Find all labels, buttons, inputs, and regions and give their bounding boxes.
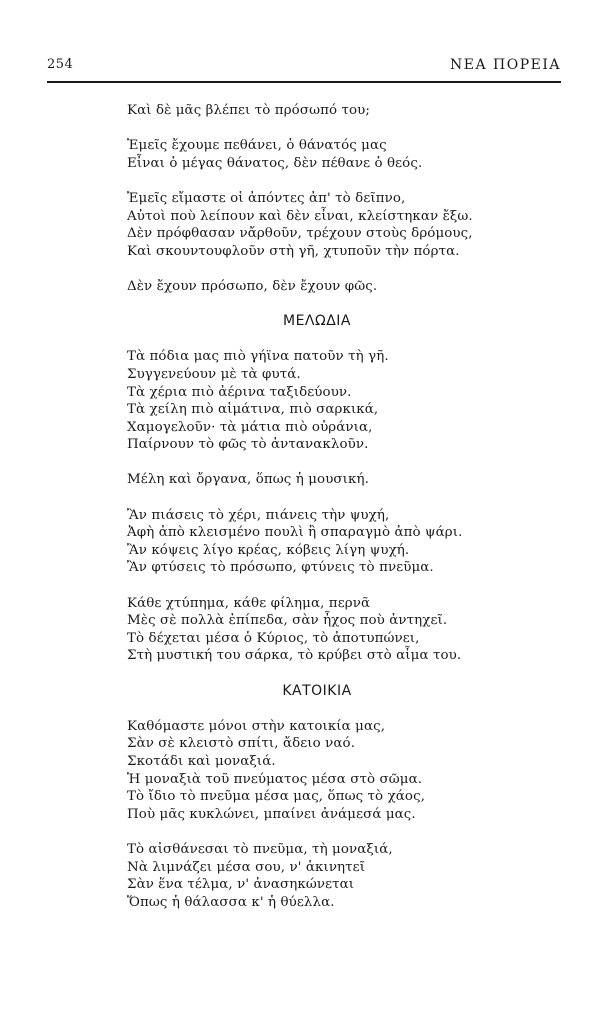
- verse-line: Ἀφὴ ἀπὸ κλεισμένο πουλὶ ἢ σπαραγμὸ ἀπὸ ψάρι.: [127, 525, 463, 541]
- verse-line: Ποὺ μᾶς κυκλώνει, μπαίνει ἀνάμεσά μας.: [127, 806, 416, 822]
- verse-line: Δὲν πρόφθασαν νἄρθοῦν, τρέχουν στοὺς δρόμους,: [127, 226, 473, 242]
- stanza: [127, 137, 527, 172]
- verse-line: Ἂν φτύσεις τὸ πρόσωπο, φτύνεις τὸ πνεῦμα.: [127, 560, 434, 576]
- stanza-gap: [127, 331, 527, 349]
- verse-line: Καὶ δὲ μᾶς βλέπει τὸ πρόσωπό του;: [127, 103, 371, 118]
- stanza: [127, 595, 527, 665]
- verse-line: Μέλη καὶ ὄργανα, ὅπως ἡ μουσική.: [127, 472, 369, 488]
- verse-line: Ἐμεῖς εἴμαστε οἱ ἀπόντες ἀπ' τὸ δεῖπνο,: [127, 190, 406, 206]
- poem-title: ΜΕΛΩΔΙΑ: [283, 313, 351, 330]
- verse-line: Καὶ σκουντουφλοῦν στὴ γῆ, χτυποῦν τὴν πόρτα.: [127, 243, 460, 259]
- stanza-gap: [127, 260, 527, 278]
- stanza: [127, 190, 527, 260]
- verse-line: Ἂν πιάσεις τὸ χέρι, πιάνεις τὴν ψυχή,: [127, 507, 390, 523]
- verse-line: Τὰ πόδια μας πιὸ γήϊνα πατοῦν τὴ γῆ.: [127, 349, 389, 365]
- verse-line: Σκοτάδι καὶ μοναξιά.: [127, 753, 276, 769]
- verse-line: Δὲν ἔχουν πρόσωπο, δὲν ἔχουν φῶς.: [127, 278, 378, 294]
- verse-line: Τὸ ἴδιο τὸ πνεῦμα μέσα μας, ὅπως τὸ χάος,: [127, 789, 426, 805]
- verse-line: Καθόμαστε μόνοι στὴν κατοικία μας,: [127, 718, 386, 734]
- verse-line: Ἡ μοναξιὰ τοῦ πνεύματος μέσα στὸ σῶμα.: [127, 771, 423, 787]
- stanza-gap: [127, 577, 527, 595]
- stanza-gap: [127, 489, 527, 507]
- poem-title: ΚΑΤΟΙΚΙΑ: [282, 682, 352, 699]
- verse-line: Χαμογελοῦν· τὰ μάτια πιὸ οὐράνια,: [127, 419, 373, 435]
- verse-line: Αὐτοὶ ποὺ λείπουν καὶ δὲν εἶναι, κλείστηκαν ἔξω.: [127, 208, 473, 224]
- stanza-gap: [127, 823, 527, 841]
- verse-line: Νὰ λιμνάζει μέσα σου, ν' ἀκινητεῖ: [127, 859, 366, 875]
- page-number: 254: [47, 57, 74, 72]
- verse-line: Τὰ χείλη πιὸ αἱμάτινα, πιὸ σαρκικά,: [127, 402, 379, 418]
- stanza: [127, 507, 527, 577]
- stanza: [127, 471, 527, 489]
- poem-melodia: [127, 313, 527, 665]
- verse-line: Συγγενεύουν μὲ τὰ φυτά.: [127, 366, 301, 382]
- verse-line: Ἐμεῖς ἔχουμε πεθάνει, ὁ θάνατός μας: [127, 138, 387, 154]
- verse-line: Τὸ δέχεται μέσα ὁ Κύριος, τὸ ἀποτυπώνει,: [127, 630, 420, 646]
- section-gap: [127, 296, 527, 314]
- verse-line: Παίρνουν τὸ φῶς τὸ ἀντανακλοῦν.: [127, 437, 369, 453]
- verse-line: Ὅπως ἡ θάλασσα κ' ἡ θύελλα.: [127, 894, 335, 910]
- stanza-gap: [127, 120, 527, 138]
- header-rule: [47, 81, 561, 83]
- verse-line: Μὲς σὲ πολλὰ ἐπίπεδα, σὰν ἦχος ποὺ ἀντηχεῖ.: [127, 613, 448, 629]
- stanza: [127, 102, 527, 120]
- stanza: [127, 841, 527, 911]
- poem-text: [127, 102, 527, 911]
- intro-section: [127, 102, 527, 296]
- verse-line: Ἂν κόψεις λίγο κρέας, κόβεις λίγη ψυχή.: [127, 542, 410, 558]
- section-gap: [127, 665, 527, 683]
- stanza: [127, 278, 527, 296]
- verse-line: Στὴ μυστική του σάρκα, τὸ κρύβει στὸ αἷμα του.: [127, 648, 462, 664]
- verse-line: Σὰν ἕνα τέλμα, ν' ἀνασηκώνεται: [127, 877, 355, 893]
- poem-katoikia: [127, 683, 527, 912]
- verse-line: Σὰν σὲ κλειστὸ σπίτι, ἄδειο ναό.: [127, 736, 356, 752]
- verse-line: Εἶναι ὁ μέγας θάνατος, δὲν πέθανε ὁ θεός.: [127, 155, 423, 171]
- stanza-gap: [127, 700, 527, 718]
- stanza: [127, 348, 527, 454]
- stanza-gap: [127, 454, 527, 472]
- stanza-gap: [127, 172, 527, 190]
- running-header: [47, 57, 561, 81]
- verse-line: Κάθε χτύπημα, κάθε φίλημα, περνᾶ: [127, 595, 371, 611]
- verse-line: Τὸ αἰσθάνεσαι τὸ πνεῦμα, τὴ μοναξιά,: [127, 841, 393, 857]
- journal-title: ΝΕΑ ΠΟΡΕΙΑ: [450, 57, 561, 73]
- verse-line: Τὰ χέρια πιὸ ἀέρινα ταξιδεύουν.: [127, 384, 352, 400]
- stanza: [127, 718, 527, 824]
